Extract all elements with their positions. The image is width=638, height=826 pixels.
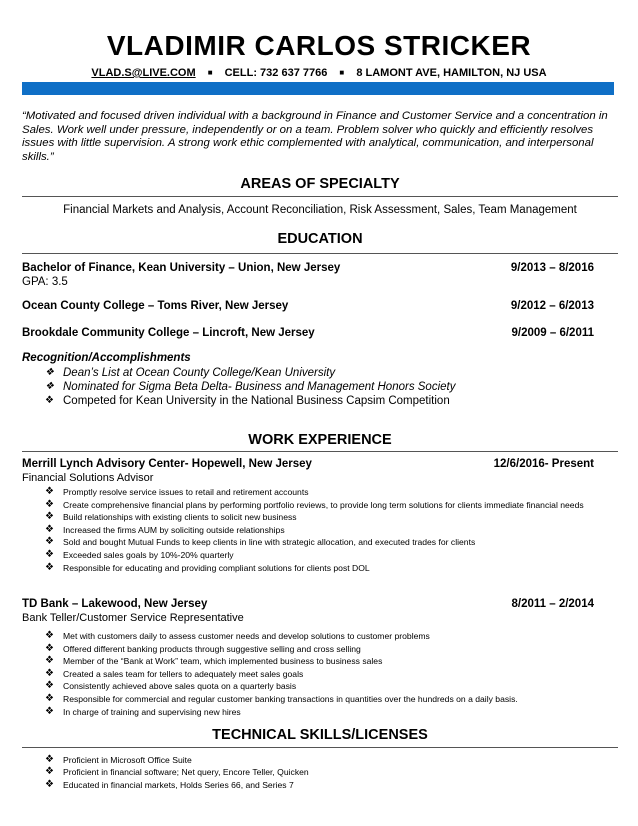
list-item: ❖ Responsible for educating and providing compliant solutions for clients post DOL — [45, 561, 370, 573]
section-title-work: WORK EXPERIENCE — [248, 432, 392, 448]
diamond-bullet-icon: ❖ — [45, 498, 54, 510]
section-title-specialty: AREAS OF SPECIALTY — [240, 176, 400, 192]
diamond-bullet-icon: ❖ — [45, 561, 54, 573]
list-item: ❖ In charge of training and supervising new hires — [45, 705, 241, 717]
section-divider — [22, 253, 618, 254]
job-header — [22, 458, 594, 470]
school-dates: 9/2012 – 6/2013 — [510, 300, 594, 312]
diamond-bullet-icon: ❖ — [45, 523, 54, 535]
gpa: GPA: 3.5 — [22, 276, 68, 288]
specialty-text: Financial Markets and Analysis, Account Reconciliation, Risk Assessment, Sales, Team Management — [63, 204, 577, 216]
diamond-bullet-icon: ❖ — [45, 692, 54, 704]
diamond-bullet-icon: ❖ — [45, 642, 54, 654]
education-entry — [22, 327, 594, 339]
list-item: ❖ Created a sales team for tellers to adequately meet sales goals — [45, 667, 304, 679]
list-item: ❖ Nominated for Sigma Beta Delta- Business and Management Honors Society — [45, 381, 456, 393]
list-item: ❖ Promptly resolve service issues to retail and retirement accounts — [45, 486, 309, 497]
section-divider — [22, 451, 618, 452]
diamond-bullet-icon: ❖ — [45, 511, 54, 523]
diamond-bullet-icon: ❖ — [45, 705, 54, 717]
school-dates: 9/2009 – 6/2011 — [511, 327, 594, 339]
list-item: ❖ Proficient in financial software; Net query, Encore Teller, Quicken — [45, 766, 309, 778]
education-entry — [22, 300, 594, 312]
separator-square-icon: ■ — [339, 68, 345, 77]
contact-line — [0, 67, 638, 79]
job-dates: 8/2011 – 2/2014 — [511, 598, 594, 610]
diamond-bullet-icon: ❖ — [45, 680, 54, 692]
job-bullets — [41, 486, 601, 574]
list-item: ❖ Offered different banking products through suggestive selling and cross selling — [45, 642, 361, 654]
diamond-bullet-icon: ❖ — [45, 778, 54, 790]
company-name: TD Bank – Lakewood, New Jersey — [22, 598, 208, 610]
diamond-bullet-icon: ❖ — [45, 754, 54, 765]
list-item: ❖ Proficient in Microsoft Office Suite — [45, 754, 192, 765]
job-dates: 12/6/2016- Present — [493, 458, 594, 470]
list-item: ❖ Member of the “Bank at Work” team, which implemented business to business sales — [45, 655, 383, 667]
diamond-bullet-icon: ❖ — [45, 548, 54, 560]
diamond-bullet-icon: ❖ — [45, 367, 54, 378]
list-item: ❖ Met with customers daily to assess customer needs and develop solutions to customer problems — [45, 630, 430, 641]
section-divider — [22, 747, 618, 748]
education-entry — [22, 262, 594, 274]
list-item: ❖ Increased the firms AUM by soliciting outside relationships — [45, 523, 285, 535]
list-item: ❖ Exceeded sales goals by 10%-20% quarterly — [45, 548, 234, 560]
list-item: ❖ Build relationships with existing clients to solicit new business — [45, 511, 297, 523]
list-item: ❖ Dean’s List at Ocean County College/Kean University — [45, 367, 336, 379]
section-title-skills: TECHNICAL SKILLS/LICENSES — [212, 727, 428, 743]
list-item: ❖ Consistently achieved above sales quota on a quarterly basis — [45, 680, 297, 692]
separator-square-icon: ■ — [207, 68, 213, 77]
recognition-heading: Recognition/Accomplishments — [22, 352, 191, 364]
diamond-bullet-icon: ❖ — [45, 536, 54, 548]
diamond-bullet-icon: ❖ — [45, 655, 54, 667]
section-title-education: EDUCATION — [277, 231, 363, 247]
company-name: Merrill Lynch Advisory Center- Hopewell, New Jersey — [22, 458, 312, 470]
list-item: ❖ Educated in financial markets, Holds Series 66, and Series 7 — [45, 778, 294, 790]
job-header — [22, 598, 594, 610]
address: 8 LAMONT AVE, HAMILTON, NJ USA — [356, 67, 547, 79]
recognition-list — [41, 366, 601, 408]
list-item: ❖ Create comprehensive financial plans by performing portfolio reviews, to provide long term solutions for clients immediate financial needs — [45, 498, 584, 510]
section-divider — [22, 196, 618, 197]
school-name: Ocean County College – Toms River, New Jersey — [22, 300, 289, 312]
diamond-bullet-icon: ❖ — [45, 667, 54, 679]
diamond-bullet-icon: ❖ — [45, 486, 54, 497]
cell-phone: CELL: 732 637 7766 — [224, 67, 328, 79]
diamond-bullet-icon: ❖ — [45, 766, 54, 778]
resume-name: VLADIMIR CARLOS STRICKER — [106, 30, 532, 61]
header-accent-bar — [22, 82, 614, 95]
list-item: ❖ Sold and bought Mutual Funds to keep clients in line with strategic allocation, and executed trades for clients — [45, 536, 476, 548]
diamond-bullet-icon: ❖ — [45, 395, 54, 406]
school-name: Bachelor of Finance, Kean University – Union, New Jersey — [22, 262, 341, 274]
list-item: ❖ Responsible for commercial and regular customer banking transactions in quantities over the hundreds on a daily basis. — [45, 692, 518, 704]
diamond-bullet-icon: ❖ — [45, 630, 54, 641]
school-dates: 9/2013 – 8/2016 — [510, 262, 594, 274]
diamond-bullet-icon: ❖ — [45, 381, 54, 392]
job-role: Bank Teller/Customer Service Representative — [22, 612, 244, 624]
email-link[interactable]: VLAD.S@LIVE.COM — [91, 67, 196, 79]
job-role: Financial Solutions Advisor — [22, 472, 154, 484]
list-item: ❖ Competed for Kean University in the National Business Capsim Competition — [45, 395, 450, 407]
summary-statement: “Motivated and focused driven individual with a background in Finance and Customer Service and a concentration in Sales. Work well under pressure, independently or on a team. Problem solver who quickly and efficiently resolves issues with little supervision. A strong work ethic complemented with analytical, communication, and interpersonal skills.” — [22, 110, 608, 163]
job-bullets — [41, 630, 601, 718]
skills-list — [41, 754, 601, 791]
school-name: Brookdale Community College – Lincroft, New Jersey — [22, 327, 315, 339]
